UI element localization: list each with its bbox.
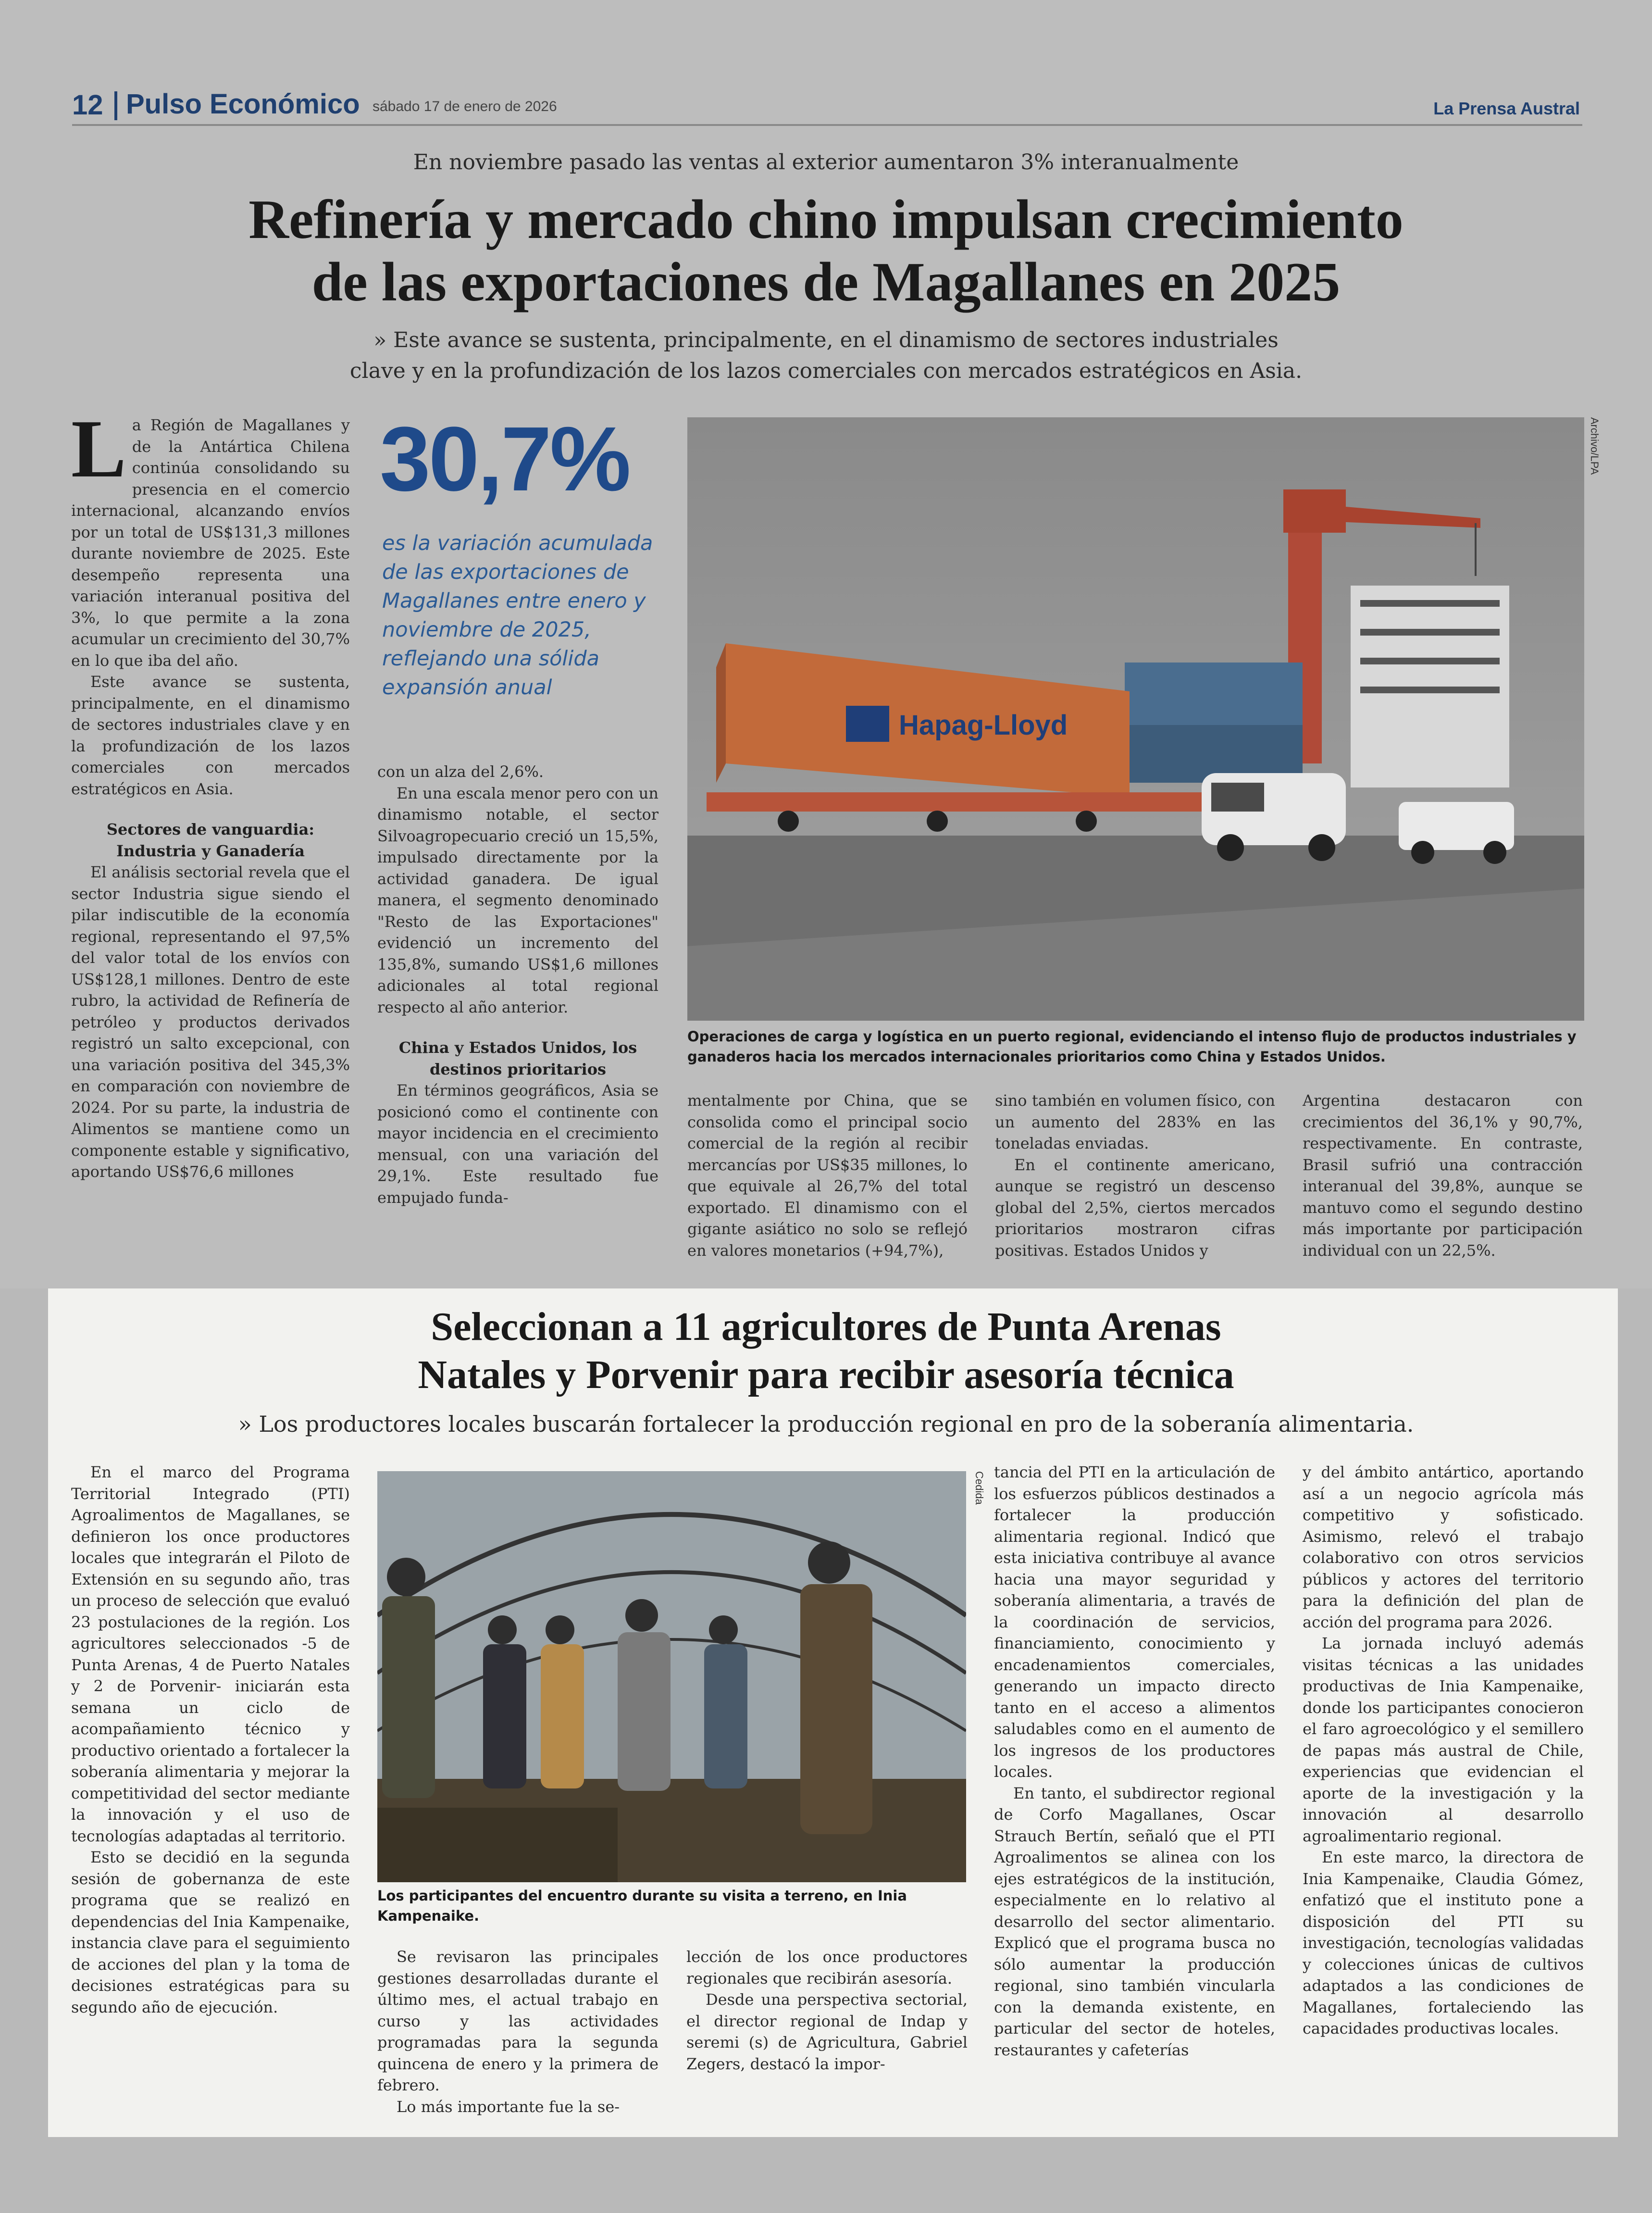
article1-col4-para1: sino también en volumen físico, con un aumento del 283% en las toneladas enviadas. — [995, 1091, 1275, 1152]
article2-col5-para2: La jornada incluyó además visitas técnicas a las unidades productivas de Inia Kampenaike, donde los participantes conocieron el faro agroecológico y el semillero de papas más austral de Chile, experiencias que evidencian el aporte de la investigación y la innovación al desarrollo agroalimentario regional. — [1303, 1634, 1584, 1845]
article2-column-5 — [1303, 1462, 1584, 2039]
article1-column-2 — [377, 761, 658, 1208]
article2-deck: » Los productores locales buscarán fortalecer la producción regional en pro de la soberanía alimentaria. — [238, 1411, 1414, 1437]
article1-headline-line2: de las exportaciones de Magallanes en 2025 — [311, 251, 1341, 313]
article1-col2-para2: En una escala menor pero con un dinamismo notable, el sector Silvoagropecuario creció un 15,5%, impulsado directamente por la actividad ganadera. De igual manera, el segmento denominado "Resto de las Exportaciones" evidenció un incremento del 135,8%, sumando US$1,6 millones adicionales al total regional respecto al año anterior. — [377, 784, 658, 1016]
article2-column-2 — [377, 1946, 658, 2117]
article1-subhead-2: China y Estados Unidos, los destinos prioritarios — [398, 1038, 637, 1078]
article1-col1-para3: El análisis sectorial revela que el sector Industria sigue siendo el pilar indiscutible de la economía regional, representando el 97,5% del valor total de los envíos con US$128,1 millones. Dentro de este rubro, la actividad de Refinería de petróleo y productos derivados registró un salto excepcional, con una variación positiva del 345,3% en comparación con noviembre de 2024. Por su parte, la industria de Alimentos se mantiene como un componente estable y significativo, aportando US$76,6 millones — [71, 863, 350, 1181]
article2-column-4 — [994, 1462, 1275, 2061]
highlight-text: es la variación acumulada de las exportaciones de Magallanes entre enero y noviembre de 2025, reflejando una sólida expansión anual — [382, 531, 653, 700]
page-number: 12 — [72, 89, 103, 121]
article1-col1-para1 — [71, 403, 350, 671]
article1-column-3 — [687, 1090, 968, 1261]
port-photo — [687, 417, 1584, 1021]
article1-kicker: En noviembre pasado las ventas al exterior aumentaron 3% interanualmente — [413, 150, 1239, 175]
photo1-credit: Archivo/LPA — [1589, 417, 1601, 475]
photo1-caption: Operaciones de carga y logística en un puerto regional, evidenciando el intenso flujo de productos industriales y ganaderos hacia los mercados internacionales prioritarios como China y Estados Unidos. — [687, 1028, 1577, 1065]
article1-col1-para1-text: a Región de Magallanes y de la Antártica Chilena continúa consolidando su presencia en el comercio internacional, alcanzando envíos por un total de US$131,3 millones durante noviembre de 2025. Este desempeño representa una variación interanual positiva del 3%, lo que permite a la zona acumular un crecimiento del 30,7% en lo que iba del año. — [71, 416, 350, 670]
article2-headline-line1: Seleccionan a 11 agricultores de Punta Arenas — [431, 1304, 1221, 1349]
article1-col4-para2: En el continente americano, aunque se registró un descenso global del 2,5%, ciertos mercados prioritarios mostraron cifras positivas. Estados Unidos y — [995, 1155, 1275, 1260]
article1-headline — [96, 188, 1556, 313]
article2-headline-line2: Natales y Porvenir para recibir asesoría técnica — [418, 1352, 1234, 1397]
greenhouse-photo-illustration — [377, 1471, 966, 1882]
article1-deck — [240, 325, 1412, 387]
newspaper-name: La Prensa Austral — [1433, 99, 1580, 118]
article2-col2-para1: Se revisaron las principales gestiones desarrolladas durante el último mes, el actual trabajo en curso y las actividades programadas para la segunda quincena de enero y la primera de febrero. — [377, 1948, 658, 2094]
article1-column-1 — [71, 403, 350, 1183]
article1-column-5 — [1303, 1090, 1583, 1261]
article1-col1-para2: Este avance se sustenta, principalmente, en el dinamismo de sectores industriales clave y en la profundización de los lazos comerciales con mercados estratégicos en Asia. — [71, 673, 350, 798]
article1-deck-line1: » Este avance se sustenta, principalmente, en el dinamismo de sectores industriales — [373, 328, 1279, 352]
section-name: Pulso Económico — [126, 88, 360, 120]
article2-col2-para2: Lo más importante fue la se- — [397, 2097, 620, 2116]
article1-col2-para3: En términos geográficos, Asia se posicionó como el continente con mayor incidencia en el crecimiento mensual, con una variación del 29,1%. Este resultado fue empujado funda- — [377, 1081, 658, 1207]
article1-dropcap: L — [71, 403, 126, 495]
highlight-number: 30,7% — [380, 408, 629, 510]
article1-col3-para1: mentalmente por China, que se consolida como el principal socio comercial de la región al recibir mercancías por US$35 millones, lo que equivale al 26,7% del total exportado. El dinamismo con el gigante asiático no solo se reflejó en valores monetarios (+94,7%), — [687, 1091, 968, 1260]
article2-column-3 — [686, 1946, 968, 2075]
folio-divider — [114, 91, 117, 120]
article2-col5-para3: En este marco, la directora de Inia Kampenaike, Claudia Gómez, enfatizó que el instituto pone a disposición del PTI su investigación, tecnologías validadas y colecciones únicas de cultivos adaptados a las condiciones de Magallanes, fortaleciendo las capacidades productivas locales. — [1303, 1848, 1584, 2038]
article2-col4-para1: tancia del PTI en la articulación de los esfuerzos públicos destinados a fortalecer la producción alimentaria regional. Indicó que esta iniciativa contribuye al avance hacia una mayor seguridad y soberanía alimentaria, a través de la coordinación de servicios, financiamiento, conocimiento y encadenamientos comerciales, generando un impacto directo tanto en el acceso a alimentos saludables como en el aumento de los ingresos de los productores locales. — [994, 1463, 1275, 1781]
article1-col2-para1: con un alza del 2,6%. — [377, 763, 544, 781]
greenhouse-photo — [377, 1471, 966, 1882]
photo2-credit: Cedida — [973, 1471, 985, 1505]
issue-date: sábado 17 de enero de 2026 — [373, 99, 557, 114]
article1-col5-para1: Argentina destacaron con crecimientos del 36,1% y 90,7%, respectivamente. En contraste, Brasil sufrió una contracción interanual del 39,8%, aunque se mantuvo como el segundo destino más importante por participación individual con un 22,5%. — [1303, 1091, 1583, 1260]
article1-subhead-1: Sectores de vanguardia: Industria y Ganadería — [106, 820, 315, 860]
article2-col1-para1: En el marco del Programa Territorial Integrado (PTI) Agroalimentos de Magallanes, se definieron los once productores locales que integrarán el Piloto de Extensión en su segundo año, tras un proceso de selección que evaluó 23 postulaciones de la región. Los agricultores seleccionados -5 de Punta Arenas, 4 de Puerto Natales y 2 de Porvenir- iniciarán esta semana un ciclo de acompañamiento técnico y productivo orientado a fortalecer la soberanía alimentaria y mejorar la competitividad del sector mediante la innovación y el uso de tecnologías adaptadas al territorio. — [71, 1463, 350, 1845]
container-brand: Hapag-Lloyd — [899, 710, 1068, 741]
article2-col4-para2: En tanto, el subdirector regional de Corfo Magallanes, Oscar Strauch Bertín, señaló que el PTI Agroalimentos se alinea con los ejes estratégicos de la institución, especialmente en lo relativo al desarrollo del sector alimentario. Explicó que el programa busca no sólo aumentar la producción regional, sino también vincularla con la demanda existente, en particular del sector de hoteles, restaurantes y cafeterías — [994, 1784, 1275, 2059]
article2-col1-para2: Esto se decidió en la segunda sesión de gobernanza de este programa que se realizó en dependencias del Inia Kampenaike, instancia clave para el seguimiento de acciones del plan y la toma de decisiones estratégicas para su segundo año de ejecución. — [71, 1848, 350, 2016]
article2-col5-para1: y del ámbito antártico, aportando así a un negocio agrícola más competitivo y sofisticado. Asimismo, relevó el trabajo colaborativo con otros servicios públicos y actores del territorio para la definición del plan de acción del programa para 2026. — [1303, 1463, 1584, 1631]
article1-headline-line1: Refinería y mercado chino impulsan crecimiento — [248, 189, 1404, 250]
port-photo-illustration — [687, 417, 1584, 1021]
article2-headline — [72, 1303, 1580, 1399]
article2-col3-para1: lección de los once productores regionales que recibirán asesoría. — [686, 1948, 968, 1988]
article2-col3-para2: Desde una perspectiva sectorial, el director regional de Indap y seremi (s) de Agricultura, Gabriel Zegers, destacó la impor- — [686, 1990, 968, 2073]
article1-column-4 — [995, 1090, 1275, 1261]
article1-deck-line2: clave y en la profundización de los lazos comerciales con mercados estratégicos en Asia. — [349, 359, 1303, 383]
article2-column-1 — [71, 1462, 350, 2018]
header-rule — [72, 124, 1582, 126]
photo2-caption: Los participantes del encuentro durante su visita a terreno, en Inia Kampenaike. — [377, 1888, 907, 1924]
